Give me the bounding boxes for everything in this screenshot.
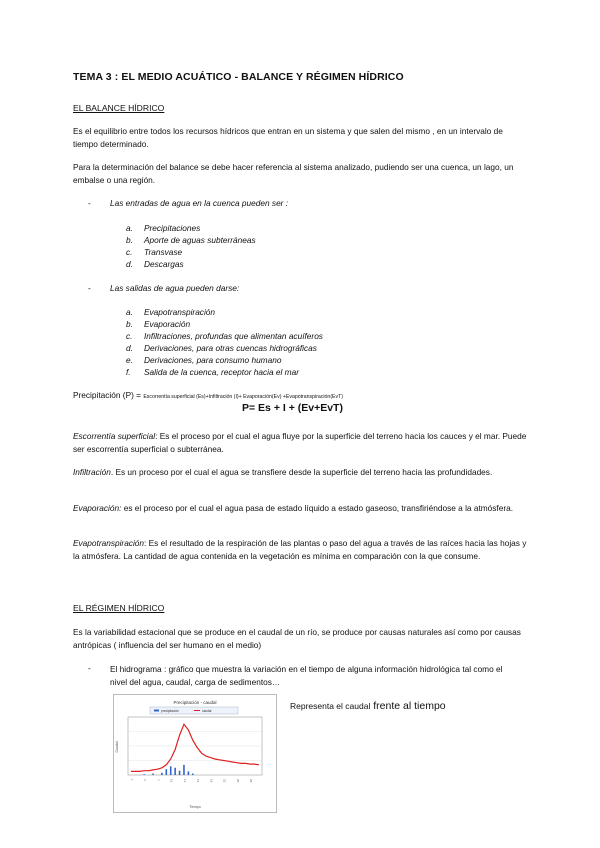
list-item: c. Transvase — [126, 247, 183, 257]
x-tick-label: 16 — [196, 779, 201, 783]
chart-caption: Representa el caudal frente al tiempo — [290, 700, 446, 712]
definition-evapotranspiracion: Evapotranspiración: Es el resultado de la respiración de las plantas o paso del agua a través de las raíces hacia las hojas y la atmósfera. La cantidad de agua contenida en la vegetación es mínima en comparación con la que consume. — [73, 538, 527, 561]
x-tick-label: 10 — [169, 779, 174, 783]
x-tick-label: 22 — [222, 779, 227, 783]
list-item: c. Infiltraciones, profundas que alimentan acuíferos — [126, 331, 323, 341]
chart-title: Precipitación - caudal — [173, 700, 217, 705]
x-tick-labels — [130, 779, 253, 783]
formula-lhs: Precipitación (P) = — [73, 390, 142, 400]
page-title: TEMA 3 : EL MEDIO ACUÁTICO - BALANCE Y RÉGIMEN HÍDRICO — [73, 71, 404, 83]
list-item: a. Precipitaciones — [126, 223, 201, 233]
dash-bullet: - — [88, 663, 91, 673]
y-axis-label: Caudal — [115, 741, 119, 753]
x-tick-label: 4 — [143, 779, 148, 781]
list-item: d. Descargas — [126, 259, 184, 269]
entradas-label: Las entradas de agua en la cuenca pueden ser : — [110, 198, 289, 208]
x-tick-label: 19 — [209, 779, 214, 783]
x-tick-label: 28 — [249, 779, 254, 783]
precip-bar — [170, 766, 172, 775]
paragraph-balance-definition: Es el equilibrio entre todos los recursos hídricos que entran en un sistema y que salen del mismo , en un intervalo de tiempo determinado. — [73, 126, 503, 149]
list-item: b. Aporte de aguas subterráneas — [126, 235, 256, 245]
hydrograph-chart — [113, 694, 277, 813]
dash-bullet: - — [88, 283, 91, 293]
precip-bar — [183, 765, 185, 775]
section-heading-balance: EL BALANCE HÍDRICO — [73, 103, 165, 113]
list-item: a. Evapotranspiración — [126, 307, 216, 317]
definition-infiltracion: Infiltración. Es un proceso por el cual el agua se transfiere desde la superficie del terreno hacia las profundidades. — [73, 467, 493, 477]
section-heading-regimen: EL RÉGIMEN HÍDRICO — [73, 603, 165, 613]
hidrograma-bullet: El hidrograma : gráfico que muestra la variación en el tiempo de alguna información hidrológica tal como el nivel del agua, caudal, carga de sedimentos… — [110, 664, 503, 687]
x-tick-label: 7 — [156, 779, 161, 781]
paragraph-balance-determination: Para la determinación del balance se debe hacer referencia al sistema analizado, pudiendo ser una cuenca, un lago, un embalse o una región. — [73, 162, 514, 185]
precip-bar — [161, 773, 163, 775]
list-item: f. Salida de la cuenca, receptor hacia el mar — [126, 367, 299, 377]
precip-bar — [192, 774, 194, 775]
precip-bar — [179, 771, 181, 775]
precip-bar — [188, 771, 190, 775]
list-item: e. Derivaciones, para consumo humano — [126, 355, 282, 365]
x-tick-label: 1 — [130, 779, 134, 781]
x-axis-label: Tiempo — [189, 805, 201, 809]
x-tick-label: 13 — [182, 779, 187, 783]
legend-swatch-precip — [154, 710, 159, 712]
list-item: b. Evaporación — [126, 319, 191, 329]
list-item: d. Derivaciones, para otras cuencas hidrográficas — [126, 343, 317, 353]
formula-rhs: Escorrentía superficial (Es)+Infiltración (I)+ Evaporación(Ev) +Evapotranspiración(EvT) — [143, 394, 343, 400]
formula-equation: P= Es + I + (Ev+EvT) — [242, 402, 343, 414]
precip-bar — [174, 768, 176, 775]
hydrograph-svg — [114, 695, 276, 812]
legend-label-precip: precipitación — [161, 709, 179, 713]
x-tick-label: 25 — [235, 779, 240, 783]
definition-escorrentia: Escorrentía superficial: Es el proceso por el cual el agua fluye por la superficie del terreno hacia los cauces y el mar. Puede ser escorrentía superficial o subterránea. — [73, 431, 527, 454]
precip-bar — [166, 769, 168, 775]
dash-bullet: - — [88, 198, 91, 208]
paragraph-regimen-definition: Es la variabilidad estacional que se produce en el caudal de un río, se produce por causas naturales así como por causas antrópicas ( influencia del ser humano en el medio) — [73, 627, 521, 650]
legend-label-caudal: caudal — [202, 709, 212, 713]
salidas-label: Las salidas de agua pueden darse: — [110, 283, 240, 293]
definition-evaporacion: Evaporación: es el proceso por el cual el agua pasa de estado líquido a estado gaseoso, transfiriéndose a la atmósfera. — [73, 503, 514, 513]
precip-bar — [152, 774, 154, 775]
precip-bar — [143, 774, 145, 775]
formula-line — [73, 390, 343, 400]
